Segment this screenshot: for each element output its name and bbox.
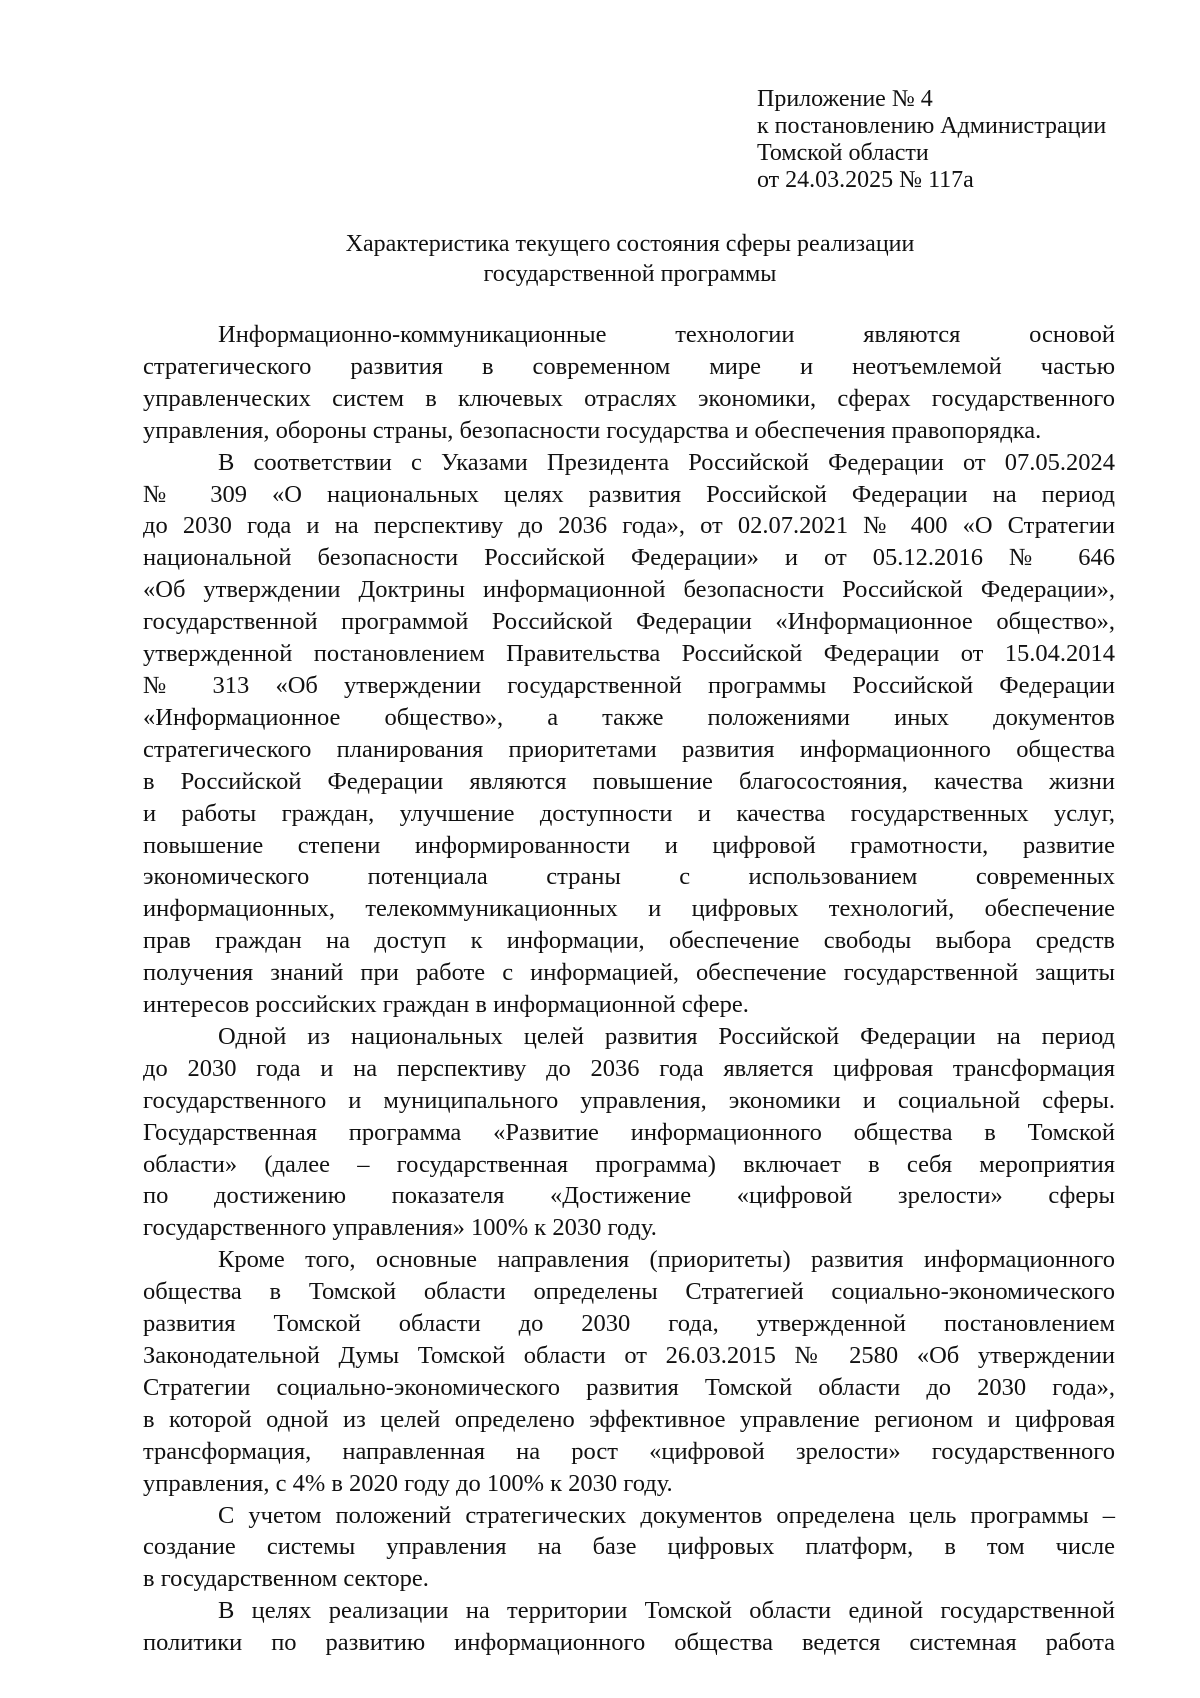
paragraph-line: Информационно-коммуникационные технологии являются основой (218, 321, 1115, 348)
paragraph-line: национальной безопасности Российской Федерации» и от 05.12.2016 № 646 (143, 544, 1115, 572)
paragraph-line: до 2030 года и на перспективу до 2036 года», от 02.07.2021 № 400 «О Стратегии (143, 512, 1115, 540)
paragraph (143, 319, 1115, 447)
annex-line: от 24.03.2025 № 117а (757, 167, 974, 193)
paragraph-line: Одной из национальных целей развития Российской Федерации на период (218, 1022, 1115, 1050)
paragraph-line: «Информационное общество», а также положениями иных документов (143, 703, 1115, 731)
paragraph-line: повышение степени информированности и цифровой грамотности, развитие (143, 831, 1115, 859)
annex-line: Приложение № 4 (757, 86, 933, 112)
paragraph-line: в которой одной из целей определено эффективное управление регионом и цифровая (143, 1405, 1115, 1433)
paragraph-line: создание системы управления на базе цифровых платформ, в том числе (143, 1533, 1115, 1561)
paragraph-line: государственного и муниципального управления, экономики и социальной сферы. (143, 1086, 1115, 1114)
paragraph-line: в государственном секторе. (143, 1565, 429, 1593)
title-line: Характеристика текущего состояния сферы реализации (345, 231, 915, 257)
annex-block (757, 86, 1157, 194)
paragraph-line: трансформация, направленная на рост «цифровой зрелости» государственного (143, 1437, 1115, 1465)
paragraph-line: стратегического планирования приоритетами развития информационного общества (143, 735, 1115, 763)
paragraph-line: получения знаний при работе с информацией, обеспечение государственной защиты (143, 959, 1115, 987)
paragraph-line: управления, с 4% в 2020 году до 100% к 2030 году. (143, 1469, 673, 1497)
paragraph-line: политики по развитию информационного общества ведется системная работа (143, 1629, 1115, 1657)
paragraph (143, 1500, 1115, 1596)
title-line: государственной программы (483, 261, 777, 287)
paragraph (143, 447, 1115, 1021)
annex-line: к постановлению Администрации (757, 113, 1107, 139)
paragraph-line: Кроме того, основные направления (приоритеты) развития информационного (218, 1246, 1115, 1274)
paragraph-line: общества в Томской области определены Стратегией социально-экономического (143, 1278, 1115, 1306)
paragraph-line: Государственная программа «Развитие информационного общества в Томской (143, 1118, 1115, 1146)
paragraph-line: «Об утверждении Доктрины информационной безопасности Российской Федерации», (143, 576, 1115, 604)
paragraph-line: по достижению показателя «Достижение «цифровой зрелости» сферы (143, 1182, 1115, 1210)
paragraph-line: С учетом положений стратегических документов определена цель программы – (218, 1501, 1115, 1529)
paragraph-line: экономического потенциала страны с использованием современных (143, 863, 1115, 891)
document-title (140, 229, 1120, 289)
paragraph-line: Стратегии социально-экономического развития Томской области до 2030 года», (143, 1373, 1115, 1401)
paragraph-line: стратегического развития в современном мире и неотъемлемой частью (143, 352, 1115, 380)
paragraph-line: интересов российских граждан в информационной сфере. (143, 991, 749, 1019)
paragraph-line: Законодательной Думы Томской области от 26.03.2015 № 2580 «Об утверждении (143, 1342, 1115, 1369)
paragraph-line: управленческих систем в ключевых отраслях экономики, сферах государственного (143, 384, 1115, 412)
paragraph (143, 1021, 1115, 1244)
paragraph-line: № 309 «О национальных целях развития Российской Федерации на период (143, 480, 1115, 508)
paragraph-line: информационных, телекоммуникационных и цифровых технологий, обеспечение (143, 895, 1115, 923)
paragraph-line: до 2030 года и на перспективу до 2036 года является цифровая трансформация (143, 1054, 1115, 1082)
paragraph-line: прав граждан на доступ к информации, обеспечение свободы выбора средств (143, 927, 1115, 955)
annex-line: Томской области (757, 140, 929, 166)
paragraph-line: развития Томской области до 2030 года, утвержденной постановлением (143, 1310, 1115, 1338)
paragraph (143, 1244, 1115, 1499)
paragraph-line: № 313 «Об утверждении государственной программы Российской Федерации (143, 671, 1115, 699)
paragraph (143, 1595, 1115, 1659)
document-body (143, 319, 1115, 1659)
paragraph-line: и работы граждан, улучшение доступности и качества государственных услуг, (143, 799, 1115, 827)
paragraph-line: в Российской Федерации являются повышение благосостояния, качества жизни (143, 767, 1115, 795)
paragraph-line: утвержденной постановлением Правительства Российской Федерации от 15.04.2014 (143, 640, 1115, 668)
paragraph-line: государственной программой Российской Федерации «Информационное общество», (143, 608, 1115, 636)
paragraph-line: В соответствии с Указами Президента Российской Федерации от 07.05.2024 (218, 448, 1115, 476)
paragraph-line: области» (далее – государственная программа) включает в себя мероприятия (143, 1150, 1115, 1178)
paragraph-line: В целях реализации на территории Томской области единой государственной (218, 1597, 1115, 1625)
paragraph-line: государственного управления» 100% к 2030 году. (143, 1214, 657, 1242)
paragraph-line: управления, обороны страны, безопасности государства и обеспечения правопорядка. (143, 416, 1042, 444)
